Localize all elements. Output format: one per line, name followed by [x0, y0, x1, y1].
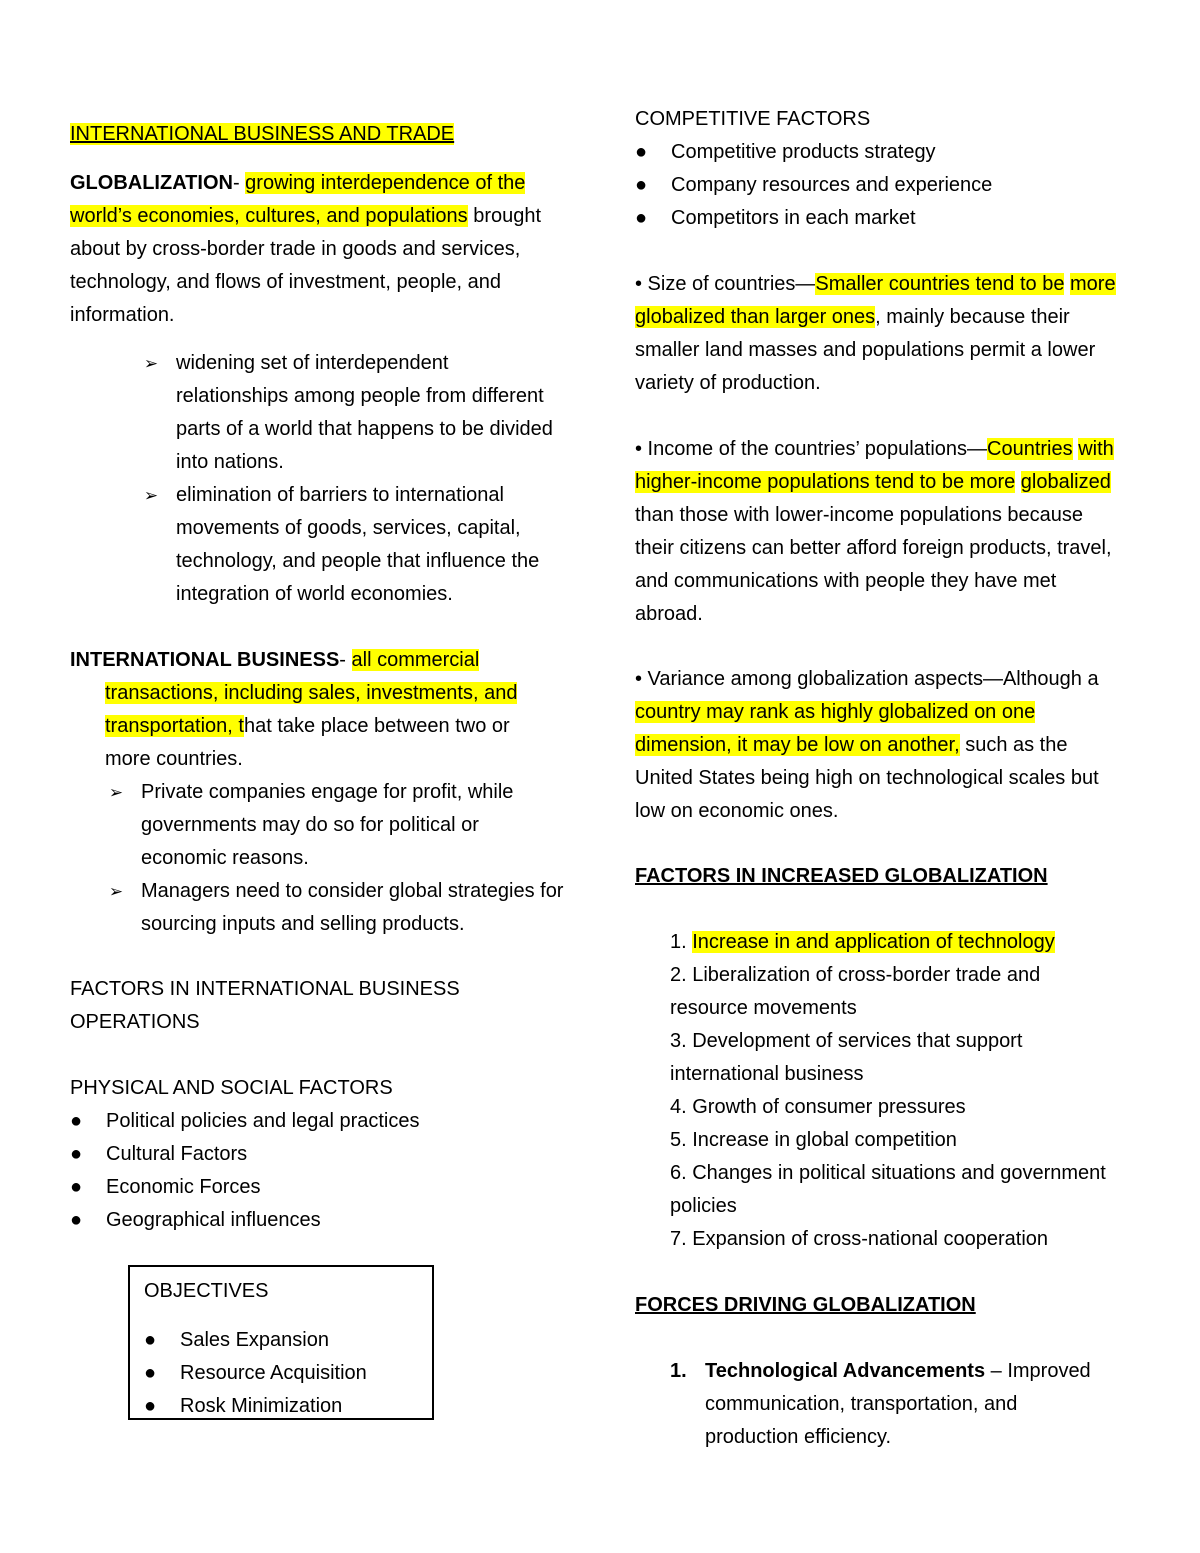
- list-item: 7. Expansion of cross-national cooperation: [670, 1228, 1049, 1250]
- globalization-rest: brought about by cross-border trade in goods and services, technology, and flows of investment, people, and information.: [70, 205, 542, 326]
- list-item: ● Cultural Factors: [70, 1138, 550, 1171]
- list-item: ● Economic Forces: [70, 1171, 550, 1204]
- bullet-icon: ●: [70, 1209, 83, 1231]
- arrow-bullet-icon: ➢: [108, 783, 124, 802]
- list-item: 3. Development of services that support international business: [670, 1030, 1023, 1085]
- list-item: 2. Liberalization of cross-border trade and resource movements: [670, 964, 1041, 1019]
- bullet-icon: ●: [70, 1143, 83, 1165]
- forces-heading: FORCES DRIVING GLOBALIZATION: [635, 1294, 976, 1316]
- arrow-bullet-icon: ➢: [143, 354, 159, 373]
- objectives-box: [128, 1265, 434, 1420]
- list-item: 1. Technological Advancements – Improved communication, transportation, and production efficiency.: [670, 1360, 1091, 1448]
- list-item: ● Competitors in each market: [635, 202, 1125, 235]
- globalization-bullets: [140, 347, 554, 611]
- bullet-icon: ●: [144, 1395, 157, 1417]
- bullet-icon: ●: [70, 1176, 83, 1198]
- list-item: ● Company resources and experience: [635, 169, 1125, 202]
- objectives-heading: OBJECTIVES: [144, 1280, 269, 1302]
- list-item: ➢ widening set of interdependent relationships among people from different parts of a world that happens to be divided into nations.: [140, 347, 554, 479]
- bullet-icon: ●: [635, 207, 648, 229]
- list-item: ● Political policies and legal practices: [70, 1105, 550, 1138]
- list-item: ● Resource Acquisition: [144, 1357, 418, 1390]
- list-item: ➢ elimination of barriers to international movements of goods, services, capital, technology, and people that influence the integration of world economies.: [140, 479, 554, 611]
- intl-business-bullets: [105, 776, 565, 941]
- list-item: ➢ Private companies engage for profit, while governments may do so for political or economic reasons.: [105, 776, 565, 875]
- increased-globalization-list: [670, 926, 1115, 1256]
- globalization-term: GLOBALIZATION: [70, 172, 233, 194]
- intl-business-highlight-2: transactions, including sales, investments, and: [105, 682, 518, 704]
- physical-factors-list: [70, 1105, 550, 1237]
- income-paragraph: • Income of the countries’ populations—Countries with higher-income populations tend to be more globalized than those with lower-income populations because their citizens can better afford foreign products, travel, and communications with people they have met abroad.: [635, 438, 1114, 625]
- arrow-bullet-icon: ➢: [143, 486, 159, 505]
- bullet-icon: ●: [635, 141, 648, 163]
- globalization-highlight-1: growing interdependence of the: [245, 172, 526, 194]
- factors-heading: FACTORS IN INTERNATIONAL BUSINESS OPERATIONS: [70, 978, 460, 1033]
- bullet-icon: ●: [635, 174, 648, 196]
- globalization-highlight-2: world’s economies, cultures, and populations: [70, 205, 468, 227]
- size-of-countries-paragraph: • Size of countries—Smaller countries tend to be more globalized than larger ones, mainly because their smaller land masses and populations permit a lower variety of production.: [635, 273, 1116, 394]
- list-item: 1. Increase in and application of technology: [670, 931, 1055, 953]
- list-item: ➢ Managers need to consider global strategies for sourcing inputs and selling products.: [105, 875, 565, 941]
- list-item: ● Geographical influences: [70, 1204, 550, 1237]
- doc-title: [70, 118, 570, 151]
- bullet-icon: ●: [144, 1362, 157, 1384]
- intl-business-definition: INTERNATIONAL BUSINESS- all commercial transactions, including sales, investments, and transportation, that take place between two or more countries.: [70, 649, 518, 770]
- bullet-icon: ●: [144, 1329, 157, 1351]
- intl-business-highlight-1: all commercial: [351, 649, 480, 671]
- bullet-icon: ●: [70, 1110, 83, 1132]
- list-item: ● Competitive products strategy: [635, 136, 1125, 169]
- forces-list: [670, 1355, 1110, 1454]
- intl-business-highlight-3: transportation, t: [105, 715, 244, 737]
- list-item: 4. Growth of consumer pressures: [670, 1096, 966, 1118]
- globalization-definition: GLOBALIZATION- growing interdependence of the world’s economies, cultures, and populations brought about by cross-border trade in goods and services, technology, and flows of investment, people, and information.: [70, 172, 542, 326]
- doc-title-text: INTERNATIONAL BUSINESS AND TRADE: [70, 123, 455, 145]
- variance-paragraph: • Variance among globalization aspects—Although a country may rank as highly globalized on one dimension, it may be low on another, such as the United States being high on technological scales but low on economic ones.: [635, 668, 1099, 822]
- intl-business-term: INTERNATIONAL BUSINESS: [70, 649, 340, 671]
- arrow-bullet-icon: ➢: [108, 882, 124, 901]
- competitive-factors-list: [635, 136, 1125, 235]
- objectives-list: [144, 1324, 418, 1423]
- force-term: Technological Advancements: [705, 1360, 986, 1382]
- intl-business-rest: hat take place between two or more countries.: [105, 715, 510, 770]
- list-item: 5. Increase in global competition: [670, 1129, 957, 1151]
- list-item: ● Rosk Minimization: [144, 1390, 418, 1423]
- physical-factors-heading: PHYSICAL AND SOCIAL FACTORS: [70, 1077, 393, 1099]
- list-item: 6. Changes in political situations and government policies: [670, 1162, 1106, 1217]
- competitive-factors-heading: COMPETITIVE FACTORS: [635, 108, 871, 130]
- list-item: ● Sales Expansion: [144, 1324, 418, 1357]
- increased-globalization-heading: FACTORS IN INCREASED GLOBALIZATION: [635, 865, 1048, 887]
